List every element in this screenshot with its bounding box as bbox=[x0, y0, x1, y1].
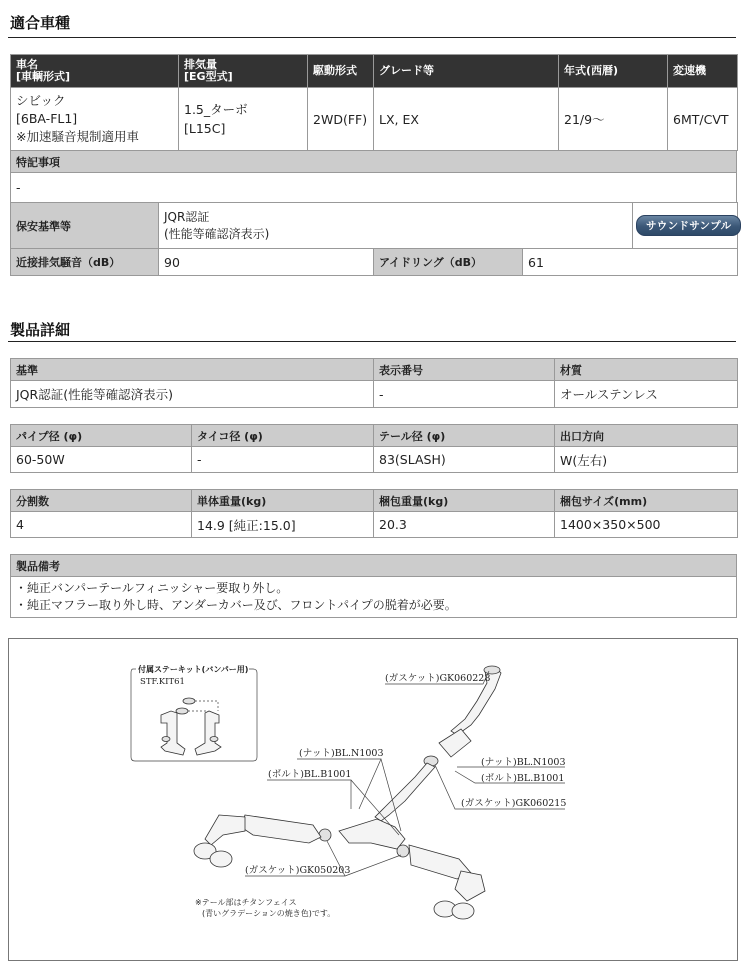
fitment-section-title: 適合車種 bbox=[10, 14, 71, 32]
proximity-noise-value: 90 bbox=[159, 249, 374, 276]
cell-pieces: 4 bbox=[11, 512, 192, 538]
header-standard: 基準 bbox=[11, 359, 374, 381]
stay-bolt-icon bbox=[183, 698, 195, 704]
header-displacement-line1: 排気量 bbox=[184, 58, 217, 71]
car-model: [6BA-FL1] bbox=[16, 111, 78, 126]
cell-exit-direction: W(左右) bbox=[555, 447, 738, 473]
fitment-table bbox=[10, 54, 738, 151]
remarks-header: 製品備考 bbox=[11, 555, 737, 577]
cell-car-name bbox=[11, 88, 179, 151]
pre-silencer bbox=[439, 729, 471, 757]
car-name: シビック bbox=[16, 93, 66, 108]
fitment-data-row bbox=[11, 88, 738, 151]
header-package-size: 梱包サイズ(mm) bbox=[555, 490, 738, 512]
product-section-title: 製品詳細 bbox=[10, 321, 71, 339]
fitment-section-divider bbox=[8, 37, 736, 38]
rear-right-flange bbox=[397, 845, 409, 857]
cell-display-number: - bbox=[374, 381, 555, 408]
right-outlet bbox=[455, 871, 485, 901]
header-exit-direction: 出口方向 bbox=[555, 425, 738, 447]
header-tail-diameter: テール径 (φ) bbox=[374, 425, 555, 447]
left-bracket-icon bbox=[161, 711, 185, 755]
header-year: 年式(西暦) bbox=[559, 55, 668, 88]
header-displacement-line2: [EG型式] bbox=[184, 70, 233, 83]
label-gasket-front: (ガスケット)GK060228 bbox=[385, 673, 491, 684]
header-transmission: 変速機 bbox=[668, 55, 738, 88]
cell-tail-diameter: 83(SLASH) bbox=[374, 447, 555, 473]
stay-kit-code: STF.KIT61 bbox=[140, 677, 185, 687]
header-material: 材質 bbox=[555, 359, 738, 381]
tail-note-line2: (青いグラデーションの焼き色)です。 bbox=[202, 909, 336, 918]
stay-nut-icon bbox=[162, 737, 170, 742]
notes-label: 特記事項 bbox=[11, 151, 737, 173]
notes-value: - bbox=[11, 173, 737, 203]
header-unit-weight: 単体重量(kg) bbox=[192, 490, 374, 512]
label-gasket-mid: (ガスケット)GK060215 bbox=[461, 798, 567, 809]
tail-note-line1: ※テール部はチタンフェイス bbox=[195, 898, 297, 907]
header-displacement bbox=[179, 55, 308, 88]
diagram-labels bbox=[195, 671, 566, 918]
right-bracket-icon bbox=[195, 711, 221, 755]
safety-value bbox=[159, 203, 633, 249]
stay-nut-icon bbox=[210, 737, 218, 742]
stay-kit-box bbox=[131, 664, 257, 761]
y-pipe bbox=[339, 819, 405, 849]
cell-pipe-diameter: 60-50W bbox=[11, 447, 192, 473]
label-nut-left: (ナット)BL.N1003 bbox=[299, 748, 384, 759]
sound-sample-cell bbox=[633, 203, 738, 249]
header-car-name bbox=[11, 55, 179, 88]
cell-standard: JQR認証(性能等確認済表示) bbox=[11, 381, 374, 408]
left-muffler bbox=[241, 815, 321, 843]
product-standard-table bbox=[10, 358, 738, 408]
stay-kit-title: 付属ステーキット(バンパー用) bbox=[138, 665, 249, 674]
left-tail-tip bbox=[210, 851, 232, 867]
stay-leader bbox=[195, 701, 218, 711]
cell-transmission: 6MT/CVT bbox=[668, 88, 738, 151]
product-size-table bbox=[10, 424, 738, 473]
safety-value-line1: JQR認証 bbox=[164, 209, 210, 224]
cell-unit-weight: 14.9 [純正:15.0] bbox=[192, 512, 374, 538]
remarks-line: ・純正マフラー取り外し時、アンダーカバー及び、フロントパイプの脱着が必要。 bbox=[15, 598, 457, 612]
safety-table bbox=[10, 202, 738, 249]
cell-grade: LX, EX bbox=[374, 88, 559, 151]
cell-silencer-diameter: - bbox=[192, 447, 374, 473]
safety-label: 保安基準等 bbox=[11, 203, 159, 249]
exhaust-diagram-svg bbox=[9, 639, 737, 960]
stay-bolt-icon bbox=[176, 708, 188, 714]
fitment-header-row bbox=[11, 55, 738, 88]
header-pieces: 分割数 bbox=[11, 490, 192, 512]
idling-noise-value: 61 bbox=[523, 249, 738, 276]
cell-package-weight: 20.3 bbox=[374, 512, 555, 538]
right-tail-tip bbox=[452, 903, 474, 919]
header-pipe-diameter: パイプ径 (φ) bbox=[11, 425, 192, 447]
left-outlet bbox=[205, 815, 245, 845]
cell-package-size: 1400×350×500 bbox=[555, 512, 738, 538]
product-weight-table bbox=[10, 489, 738, 538]
product-section-divider bbox=[8, 341, 736, 342]
label-nut-right: (ナット)BL.N1003 bbox=[481, 757, 566, 768]
header-grade: グレード等 bbox=[374, 55, 559, 88]
safety-value-line2: (性能等確認済表示) bbox=[164, 226, 270, 241]
header-package-weight: 梱包重量(kg) bbox=[374, 490, 555, 512]
header-car-name-line1: 車名 bbox=[16, 58, 38, 71]
noise-table bbox=[10, 248, 738, 276]
cell-drive: 2WD(FF) bbox=[308, 88, 374, 151]
car-note: ※加速騒音規制適用車 bbox=[16, 129, 139, 144]
label-bolt-left: (ボルト)BL.B1001 bbox=[268, 769, 352, 780]
header-display-number: 表示番号 bbox=[374, 359, 555, 381]
exhaust-system-drawing bbox=[194, 666, 501, 919]
displacement: 1.5_ターボ bbox=[184, 102, 248, 117]
proximity-noise-label: 近接排気騒音（dB） bbox=[11, 249, 159, 276]
header-drive: 駆動形式 bbox=[308, 55, 374, 88]
remarks-body bbox=[11, 577, 737, 618]
cell-material: オールステンレス bbox=[555, 381, 738, 408]
fitment-notes-table bbox=[10, 150, 737, 203]
cell-year: 21/9～ bbox=[559, 88, 668, 151]
label-gasket-rear: (ガスケット)GK050203 bbox=[245, 865, 351, 876]
engine-model: [L15C] bbox=[184, 121, 226, 136]
header-car-name-line2: [車輌形式] bbox=[16, 70, 71, 83]
center-pipe bbox=[375, 763, 435, 821]
exhaust-diagram bbox=[8, 638, 738, 961]
label-bolt-right: (ボルト)BL.B1001 bbox=[481, 773, 565, 784]
header-silencer-diameter: タイコ径 (φ) bbox=[192, 425, 374, 447]
product-remarks-table bbox=[10, 554, 737, 618]
sound-sample-button[interactable]: サウンドサンプル bbox=[636, 215, 741, 236]
cell-displacement bbox=[179, 88, 308, 151]
idling-noise-label: アイドリング（dB） bbox=[374, 249, 523, 276]
rear-left-flange bbox=[319, 829, 331, 841]
remarks-line: ・純正バンパーテールフィニッシャー要取り外し。 bbox=[15, 581, 289, 595]
